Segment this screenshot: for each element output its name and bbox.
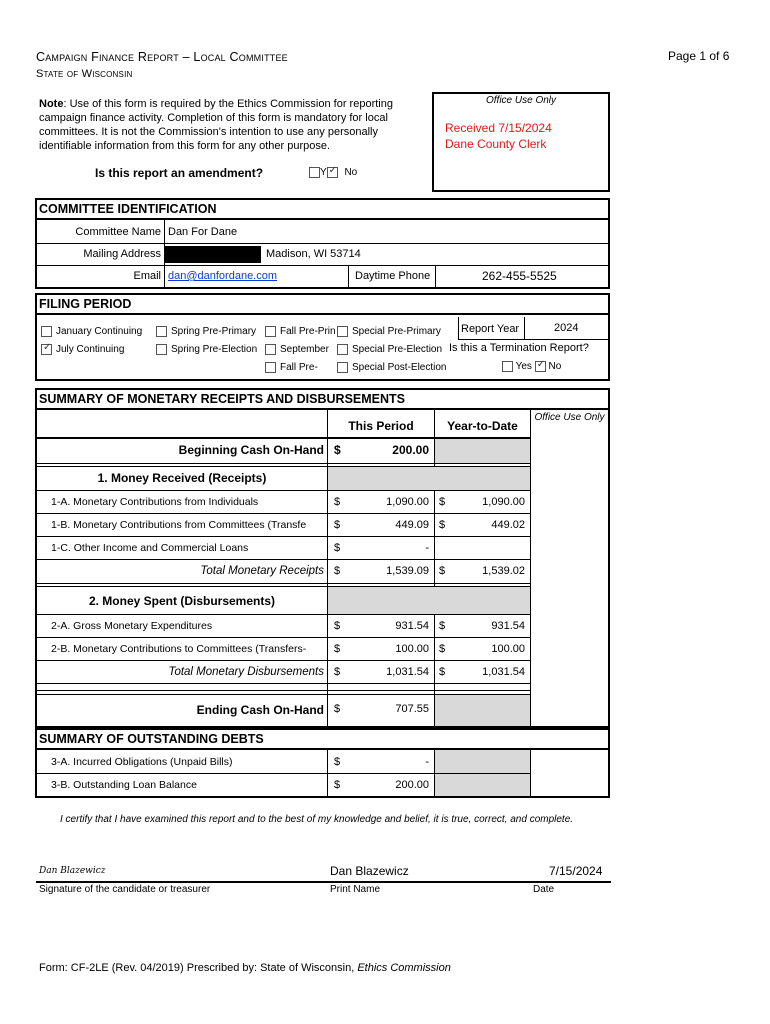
row-2a-label: 2-A. Gross Monetary Expenditures (51, 620, 213, 632)
checkbox[interactable] (41, 326, 52, 337)
row-2b-ytd-dollar: $ (439, 643, 446, 655)
beginning-cash-this[interactable]: 200.00 (392, 443, 429, 457)
outstanding-debts-section (35, 728, 610, 798)
ending-cash-this[interactable]: 707.55 (395, 703, 429, 715)
amendment-yes-label: Y (320, 167, 327, 179)
checkbox[interactable] (337, 362, 348, 373)
termination-question: Is this a Termination Report? (449, 342, 589, 354)
amendment-question: Is this report an amendment? (95, 166, 264, 180)
debts-heading: SUMMARY OF OUTSTANDING DEBTS (37, 730, 608, 750)
option-july-continuing[interactable]: ✓July Continuing (41, 344, 124, 355)
row-2b-label: 2-B. Monetary Contributions to Committees (Transfers- (51, 643, 307, 655)
checkbox[interactable] (156, 326, 167, 337)
row-2b-this[interactable]: 100.00 (395, 643, 429, 655)
committee-heading: COMMITTEE IDENTIFICATION (37, 200, 608, 220)
filing-period-section (35, 293, 610, 381)
total-disbursements-ytd[interactable]: 1,031.54 (482, 666, 525, 678)
termination-no-checkbox[interactable] (535, 361, 546, 372)
col-this-period: This Period (348, 419, 414, 433)
termination-options (502, 361, 561, 372)
money-spent-heading: 2. Money Spent (Disbursements) (88, 594, 276, 608)
row-3b-this[interactable]: 200.00 (395, 779, 429, 791)
row-1a-ytd-dollar: $ (439, 496, 446, 508)
mailing-address-value[interactable]: Madison, WI 53714 (266, 248, 361, 260)
option-special-post-election[interactable]: Special Post-Election (337, 362, 447, 373)
report-year-label: Report Year (461, 323, 520, 335)
money-received-heading: 1. Money Received (Receipts) (97, 471, 267, 485)
daytime-phone-label: Daytime Phone (355, 270, 431, 282)
checkbox[interactable] (41, 344, 52, 355)
mailing-address-label: Mailing Address (83, 248, 161, 260)
row-2b-dollar: $ (334, 643, 341, 655)
date-value[interactable]: 7/15/2024 (549, 864, 603, 878)
report-year-value[interactable]: 2024 (554, 322, 579, 334)
termination-yes-label: Yes (515, 361, 532, 373)
total-disb-dollar: $ (334, 666, 341, 678)
termination-yes-checkbox[interactable] (502, 361, 513, 372)
row-1b-ytd[interactable]: 449.02 (491, 519, 525, 531)
total-disb-ytd-dollar: $ (439, 666, 446, 678)
row-1b-ytd-dollar: $ (439, 519, 446, 531)
row-1a-ytd[interactable]: 1,090.00 (482, 496, 525, 508)
total-receipts-this[interactable]: 1,539.09 (386, 565, 429, 577)
print-name-label: Print Name (330, 884, 381, 895)
option-special-pre-election[interactable]: Special Pre-Election (337, 344, 442, 355)
row-2b-ytd[interactable]: 100.00 (491, 643, 525, 655)
total-receipts-ytd[interactable]: 1,539.02 (482, 565, 525, 577)
amendment-no-checkbox[interactable] (327, 167, 338, 178)
row-2a-ytd[interactable]: 931.54 (491, 620, 525, 632)
row-1a-dollar: $ (334, 496, 341, 508)
form-footer: Form: CF-2LE (Rev. 04/2019) Prescribed by: State of Wisconsin, Ethics Commission (39, 962, 451, 974)
print-name-value[interactable]: Dan Blazewicz (330, 864, 409, 878)
redacted-address (165, 246, 261, 263)
row-1c-label: 1-C. Other Income and Commercial Loans (51, 542, 249, 554)
row-3a-label: 3-A. Incurred Obligations (Unpaid Bills) (51, 756, 233, 768)
monetary-summary-section (35, 388, 610, 728)
checkbox[interactable] (265, 344, 276, 355)
checkbox[interactable] (156, 344, 167, 355)
checkbox[interactable] (265, 326, 276, 337)
amendment-yes-checkbox[interactable] (309, 167, 320, 178)
received-stamp: Received 7/15/2024 Dane County Clerk (445, 121, 552, 151)
beginning-cash-label: Beginning Cash On-Hand (178, 443, 324, 457)
row-2a-dollar: $ (334, 620, 341, 632)
total-receipts-dollar: $ (334, 565, 341, 577)
email-label: Email (133, 270, 161, 282)
committee-name-label: Committee Name (75, 226, 161, 238)
row-1c-this[interactable]: - (425, 542, 429, 554)
date-label: Date (533, 884, 555, 895)
option-fall-pre[interactable]: Fall Pre- (265, 362, 318, 373)
certification-statement: I certify that I have examined this report and to the best of my knowledge and belief, it is true, correct, and complete. (60, 814, 574, 825)
signature-label: Signature of the candidate or treasurer (39, 884, 211, 895)
row-1a-this[interactable]: 1,090.00 (386, 496, 429, 508)
row-1a-label: 1-A. Monetary Contributions from Individuals (51, 496, 259, 508)
total-receipts-label: Total Monetary Receipts (200, 565, 324, 577)
checkbox[interactable] (265, 362, 276, 373)
option-fall-pre-primary[interactable]: Fall Pre-Prin (265, 326, 336, 337)
beginning-cash-dollar: $ (334, 443, 341, 457)
amendment-options (309, 167, 357, 178)
checkbox[interactable] (337, 344, 348, 355)
row-1b-dollar: $ (334, 519, 341, 531)
row-3a-dollar: $ (334, 756, 341, 768)
row-1c-dollar: $ (334, 542, 341, 554)
summary-office-use-label: Office Use Only (534, 412, 605, 423)
signature-line (36, 881, 611, 883)
total-receipts-ytd-dollar: $ (439, 565, 446, 577)
row-3b-dollar: $ (334, 779, 341, 791)
row-3a-this[interactable]: - (425, 756, 429, 768)
email-link[interactable]: dan@danfordane.com (168, 270, 278, 282)
row-3b-label: 3-B. Outstanding Loan Balance (51, 779, 197, 791)
checkbox[interactable] (337, 326, 348, 337)
option-spring-pre-primary[interactable]: Spring Pre-Primary (156, 326, 256, 337)
col-year-to-date: Year-to-Date (447, 419, 518, 433)
office-use-label: Office Use Only (485, 95, 557, 106)
report-subtitle: State of Wisconsin (36, 68, 133, 80)
page-number: Page 1 of 6 (668, 49, 730, 63)
committee-identification-section (35, 198, 610, 289)
option-january-continuing[interactable]: January Continuing (41, 326, 142, 337)
committee-name-value[interactable]: Dan For Dane (168, 226, 238, 238)
option-september[interactable]: September (265, 344, 329, 355)
signature-image: Dan Blazewicz (39, 866, 106, 876)
row-1b-this[interactable]: 449.09 (395, 519, 429, 531)
daytime-phone-value[interactable]: 262-455-5525 (482, 269, 557, 283)
report-title: Campaign Finance Report – Local Committee (36, 50, 288, 64)
total-disbursements-label: Total Monetary Disbursements (168, 666, 324, 678)
option-special-pre-primary[interactable]: Special Pre-Primary (337, 326, 441, 337)
termination-no-label: No (548, 361, 562, 373)
row-1b-label: 1-B. Monetary Contributions from Committees (Transfe (51, 519, 307, 531)
summary-heading: SUMMARY OF MONETARY RECEIPTS AND DISBURSEMENTS (37, 390, 608, 410)
ending-cash-label: Ending Cash On-Hand (196, 703, 324, 717)
row-2a-this[interactable]: 931.54 (395, 620, 429, 632)
option-spring-pre-election[interactable]: Spring Pre-Election (156, 344, 257, 355)
amendment-no-label: No (344, 167, 358, 179)
row-2a-ytd-dollar: $ (439, 620, 446, 632)
total-disbursements-this[interactable]: 1,031.54 (386, 666, 429, 678)
ending-cash-dollar: $ (334, 703, 341, 715)
usage-note: Note: Use of this form is required by the Ethics Commission for reporting campaign finance activity. Completion of this form is mandatory for local committees. It is not the Commission's intention to use any personally identifiable information from this form for any other purpose. (39, 98, 393, 152)
filing-heading: FILING PERIOD (37, 295, 608, 315)
